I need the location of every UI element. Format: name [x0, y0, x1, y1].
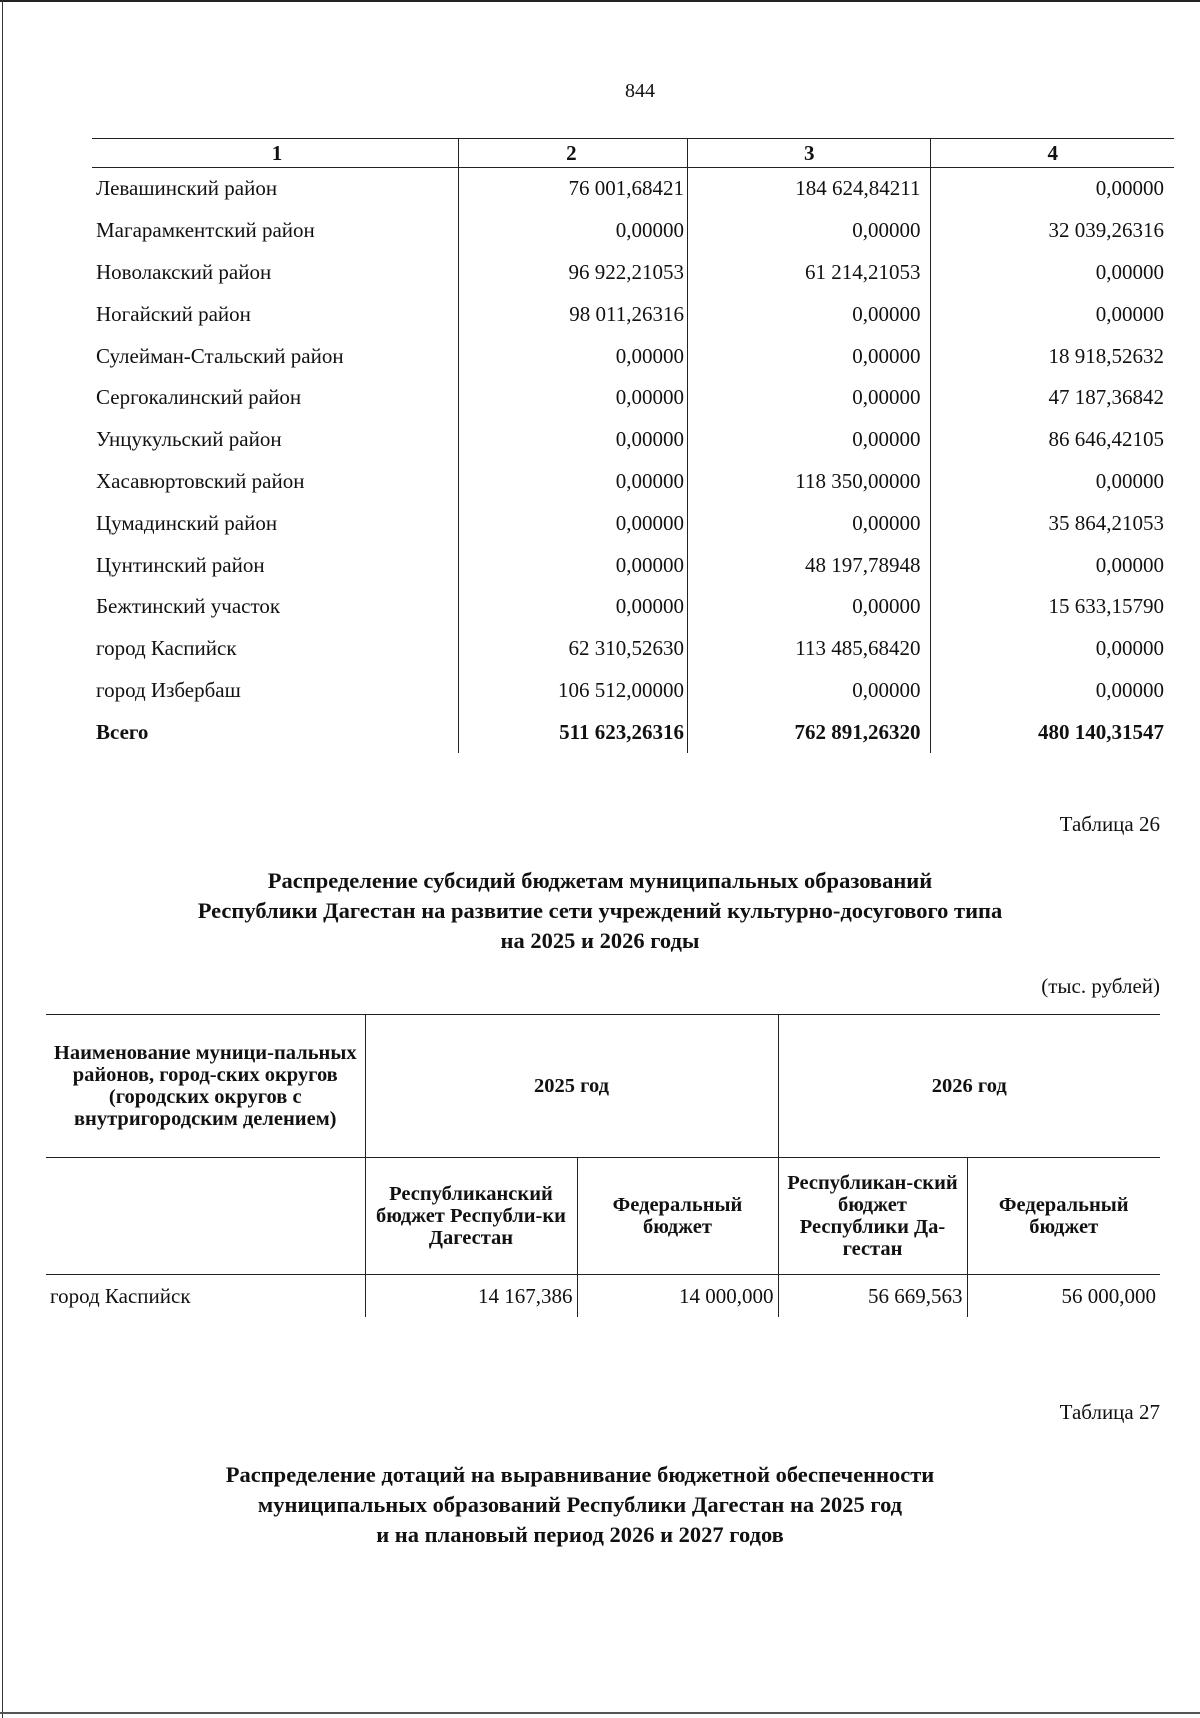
district-name: Ногайский район	[92, 293, 458, 335]
table-row	[92, 502, 1174, 544]
district-name: город Избербаш	[92, 670, 458, 712]
header-federal-budget-2025: Федеральный бюджет	[577, 1158, 778, 1275]
scan-border-top	[0, 0, 1200, 2]
table-row	[92, 544, 1174, 586]
value-col-4: 0,00000	[1095, 636, 1164, 661]
column-number-3: 3	[687, 139, 931, 168]
district-name: Сергокалинский район	[92, 377, 458, 419]
table-row	[92, 252, 1174, 294]
header-republican-budget-2026: Республикан-ский бюджет Республики Да-гестан	[778, 1158, 967, 1275]
value-col-3: 48 197,78948	[687, 544, 931, 586]
table-26-header-row-2	[46, 1158, 1160, 1275]
value-col-2: 0,00000	[458, 502, 687, 544]
header-year-2025: 2025 год	[365, 1015, 778, 1158]
district-name: Магарамкентский район	[92, 210, 458, 252]
table-row	[92, 628, 1174, 670]
header-year-2026: 2026 год	[778, 1015, 1160, 1158]
federal-2025-value: 14 000,000	[577, 1275, 778, 1318]
table-26-title-line-2: Республики Дагестан на развитие сети учреждений культурно-досугового типа	[197, 898, 1003, 923]
table-27-title-line-2: муниципальных образований Республики Дагестан на 2025 год	[257, 1492, 903, 1517]
district-name: Хасавюртовский район	[92, 461, 458, 503]
value-col-3: 0,00000	[687, 210, 931, 252]
header-federal-budget-2026: Федеральный бюджет	[967, 1158, 1160, 1275]
district-name: Унцукульский район	[92, 419, 458, 461]
value-col-4: 18 918,52632	[1048, 343, 1164, 368]
page-number: 844	[625, 80, 655, 102]
table-row	[46, 1275, 1160, 1318]
total-label: Всего	[92, 711, 458, 753]
value-col-2: 0,00000	[458, 544, 687, 586]
table-27-label: Таблица 27	[1059, 1400, 1160, 1424]
value-col-4: 35 864,21053	[1048, 510, 1164, 535]
table-25-body	[92, 168, 1174, 712]
municipality-name: город Каспийск	[46, 1275, 365, 1318]
header-municipality-name: Наименование муници-пальных районов, город-ских округов (городских округов с внутригородским делением)	[46, 1015, 365, 1158]
value-col-3: 113 485,68420	[687, 628, 931, 670]
column-number-2: 2	[458, 139, 687, 168]
table-27-title-line-3: и на плановый период 2026 и 2027 годов	[376, 1522, 784, 1547]
value-col-2: 0,00000	[458, 335, 687, 377]
table-26	[46, 1014, 1160, 1317]
value-col-3: 118 350,00000	[687, 461, 931, 503]
table-26-title	[40, 866, 1160, 956]
value-col-3: 0,00000	[687, 335, 931, 377]
district-name: город Каспийск	[92, 628, 458, 670]
value-col-4: 32 039,26316	[1048, 218, 1164, 243]
table-26-label: Таблица 26	[1059, 812, 1160, 836]
column-number-4: 4	[931, 139, 1174, 168]
table-row	[92, 335, 1174, 377]
value-col-4: 0,00000	[1095, 552, 1164, 577]
value-col-3: 184 624,84211	[687, 168, 931, 210]
table-row	[92, 670, 1174, 712]
table-row	[92, 377, 1174, 419]
table-26-title-line-3: на 2025 и 2026 годы	[500, 928, 700, 953]
district-name: Цунтинский район	[92, 544, 458, 586]
units-note: (тыс. рублей)	[1041, 974, 1160, 998]
district-name: Сулейман-Стальский район	[92, 335, 458, 377]
value-col-2: 0,00000	[458, 377, 687, 419]
table-27-title-line-1: Распределение дотаций на выравнивание бюджетной обеспеченности	[225, 1462, 935, 1487]
value-col-4: 0,00000	[1095, 259, 1164, 284]
scan-border-bottom	[0, 1712, 1200, 1714]
column-number-1: 1	[92, 139, 458, 168]
total-col-3: 762 891,26320	[687, 711, 931, 753]
value-col-4: 0,00000	[1095, 176, 1164, 201]
header-empty-cell	[46, 1158, 365, 1275]
republican-2026-value: 56 669,563	[778, 1275, 967, 1318]
value-col-2: 0,00000	[458, 461, 687, 503]
value-col-2: 0,00000	[458, 210, 687, 252]
value-col-2: 0,00000	[458, 586, 687, 628]
district-name: Новолакский район	[92, 252, 458, 294]
table-row	[92, 419, 1174, 461]
total-row	[92, 711, 1174, 753]
value-col-2: 96 922,21053	[458, 252, 687, 294]
federal-2026-value: 56 000,000	[1061, 1283, 1156, 1308]
value-col-3: 0,00000	[687, 419, 931, 461]
value-col-3: 0,00000	[687, 293, 931, 335]
scan-border-left	[2, 0, 3, 1718]
table-row	[92, 293, 1174, 335]
value-col-2: 0,00000	[458, 419, 687, 461]
value-col-4: 15 633,15790	[1048, 594, 1164, 619]
value-col-4: 86 646,42105	[1048, 427, 1164, 452]
district-name: Цумадинский район	[92, 502, 458, 544]
table-25-column-numbers	[92, 139, 1174, 168]
table-row	[92, 586, 1174, 628]
district-name: Левашинский район	[92, 168, 458, 210]
value-col-3: 0,00000	[687, 670, 931, 712]
value-col-2: 76 001,68421	[458, 168, 687, 210]
table-row	[92, 168, 1174, 210]
value-col-4: 47 187,36842	[1048, 385, 1164, 410]
value-col-3: 61 214,21053	[687, 252, 931, 294]
value-col-4: 0,00000	[1095, 301, 1164, 326]
value-col-4: 0,00000	[1095, 468, 1164, 493]
district-name: Бежтинский участок	[92, 586, 458, 628]
table-26-header-row-1	[46, 1015, 1160, 1158]
total-col-2: 511 623,26316	[458, 711, 687, 753]
value-col-2: 106 512,00000	[458, 670, 687, 712]
table-25-continuation	[92, 138, 1174, 753]
republican-2025-value: 14 167,386	[365, 1275, 577, 1318]
header-republican-budget-2025: Республиканский бюджет Республи-ки Дагестан	[365, 1158, 577, 1275]
value-col-3: 0,00000	[687, 502, 931, 544]
total-col-4: 480 140,31547	[1038, 719, 1164, 744]
table-row	[92, 461, 1174, 503]
value-col-3: 0,00000	[687, 586, 931, 628]
table-row	[92, 210, 1174, 252]
table-27-title	[30, 1460, 1130, 1550]
table-26-title-line-1: Распределение субсидий бюджетам муниципальных образований	[267, 868, 933, 893]
value-col-2: 98 011,26316	[458, 293, 687, 335]
value-col-4: 0,00000	[1095, 677, 1164, 702]
value-col-3: 0,00000	[687, 377, 931, 419]
value-col-2: 62 310,52630	[458, 628, 687, 670]
